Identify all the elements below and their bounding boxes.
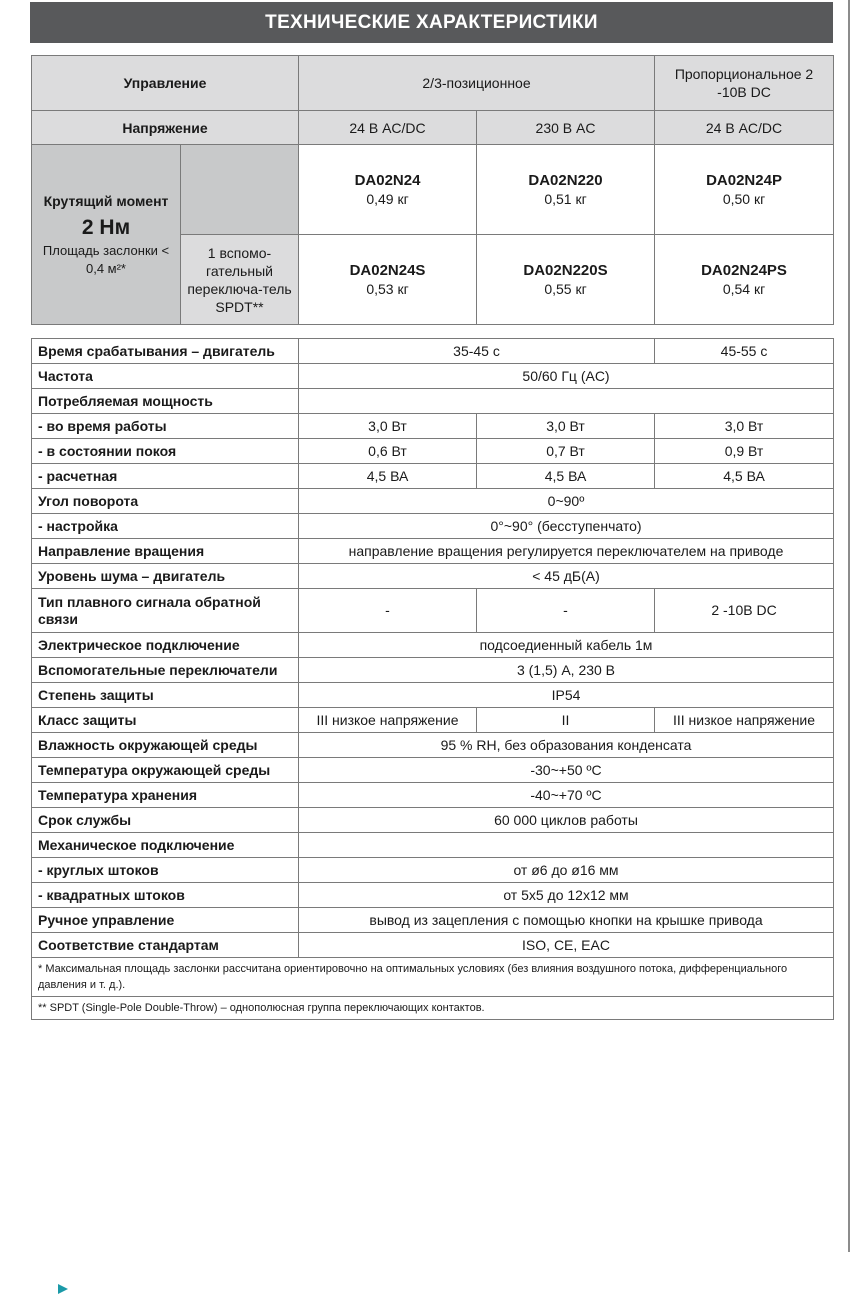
model-name: DA02N24S xyxy=(349,261,426,279)
voltage-230: 230 В AC xyxy=(477,111,655,145)
spec-row xyxy=(32,758,834,783)
spec-label: Частота xyxy=(32,364,299,389)
control-onoff: 2/3-позиционное xyxy=(299,56,655,111)
spec-value: 60 000 циклов работы xyxy=(299,808,834,833)
spec-value: 3,0 Вт xyxy=(655,414,834,439)
spec-value: 0~90º xyxy=(299,489,834,514)
spec-row xyxy=(32,908,834,933)
model-cell xyxy=(655,145,834,235)
model-weight: 0,55 кг xyxy=(544,280,587,297)
spec-label: Вспомогательные переключатели xyxy=(32,658,299,683)
footnote-row xyxy=(32,997,834,1020)
spec-value: 2 -10В DC xyxy=(655,589,834,633)
model-weight: 0,53 кг xyxy=(366,280,409,297)
spec-label: - во время работы xyxy=(32,414,299,439)
spec-label: Время срабатывания – двигатель xyxy=(32,339,299,364)
spec-label: Степень защиты xyxy=(32,683,299,708)
spec-row xyxy=(32,858,834,883)
spec-value: 4,5 ВА xyxy=(299,464,477,489)
spec-row xyxy=(32,808,834,833)
spec-value: 3,0 Вт xyxy=(299,414,477,439)
footnote-row xyxy=(32,958,834,997)
spec-row xyxy=(32,783,834,808)
spec-label: Направление вращения xyxy=(32,539,299,564)
spec-value: 50/60 Гц (AC) xyxy=(299,364,834,389)
model-name: DA02N24PS xyxy=(701,261,787,279)
damper-area: Площадь заслонки < 0,4 м²* xyxy=(42,242,170,276)
model-cell xyxy=(477,145,655,235)
spec-value: 3 (1,5) А, 230 В xyxy=(299,658,834,683)
spec-value: 4,5 ВА xyxy=(655,464,834,489)
spec-value: 0,7 Вт xyxy=(477,439,655,464)
spec-value: 95 % RH, без образования конденсата xyxy=(299,733,834,758)
page-title: ТЕХНИЧЕСКИЕ ХАРАКТЕРИСТИКИ xyxy=(30,2,833,43)
model-cell xyxy=(477,235,655,325)
spec-label: - круглых штоков xyxy=(32,858,299,883)
spec-row xyxy=(32,933,834,958)
spec-row xyxy=(32,339,834,364)
spec-value: - xyxy=(299,589,477,633)
spec-value: < 45 дБ(A) xyxy=(299,564,834,589)
spec-value: 4,5 ВА xyxy=(477,464,655,489)
spec-row xyxy=(32,833,834,858)
spec-value: 35-45 с xyxy=(299,339,655,364)
spec-row xyxy=(32,464,834,489)
spec-row xyxy=(32,883,834,908)
spec-label: Тип плавного сигнала обратной связи xyxy=(32,589,299,633)
spec-value: - xyxy=(477,589,655,633)
spec-value: II xyxy=(477,708,655,733)
spec-value: 0°~90° (бесступенчато) xyxy=(299,514,834,539)
spec-value: -40~+70 ºC xyxy=(299,783,834,808)
spec-value: -30~+50 ºC xyxy=(299,758,834,783)
control-label: Управление xyxy=(32,56,299,111)
page-edge-rule xyxy=(848,0,850,1252)
torque-cell xyxy=(32,145,181,325)
spec-table xyxy=(31,338,834,1020)
spec-value xyxy=(299,389,834,414)
spec-label: Температура окружающей среды xyxy=(32,758,299,783)
spec-row xyxy=(32,414,834,439)
spec-value: III низкое напряжение xyxy=(655,708,834,733)
spec-row xyxy=(32,364,834,389)
voltage-24-prop: 24 В AC/DC xyxy=(655,111,834,145)
model-weight: 0,51 кг xyxy=(544,190,587,207)
aux-switch-label: 1 вспомо-гательный переключа-тель SPDT** xyxy=(181,235,299,325)
spec-row xyxy=(32,389,834,414)
spec-row xyxy=(32,439,834,464)
spec-row xyxy=(32,489,834,514)
spec-value: вывод из зацепления с помощью кнопки на крышке привода xyxy=(299,908,834,933)
spec-label: Уровень шума – двигатель xyxy=(32,564,299,589)
spec-label: Соответствие стандартам xyxy=(32,933,299,958)
spec-value: 0,9 Вт xyxy=(655,439,834,464)
spec-label: - настройка xyxy=(32,514,299,539)
footnote: * Максимальная площадь заслонки рассчитана ориентировочно на оптимальных условиях (без влияния воздушного потока, дифференциального давления и т. д.). xyxy=(32,958,834,997)
spec-label: - в состоянии покоя xyxy=(32,439,299,464)
spec-value: 0,6 Вт xyxy=(299,439,477,464)
model-weight: 0,54 кг xyxy=(722,280,766,297)
spec-row xyxy=(32,564,834,589)
spec-label: Влажность окружающей среды xyxy=(32,733,299,758)
model-weight: 0,49 кг xyxy=(366,190,409,207)
model-cell xyxy=(299,235,477,325)
spec-label: Механическое подключение xyxy=(32,833,299,858)
spec-label: Класс защиты xyxy=(32,708,299,733)
base-variant-cell xyxy=(181,145,299,235)
spec-value: ISO, CE, EAC xyxy=(299,933,834,958)
spec-value: направление вращения регулируется переключателем на приводе xyxy=(299,539,834,564)
spec-label: Потребляемая мощность xyxy=(32,389,299,414)
voltage-24: 24 В AC/DC xyxy=(299,111,477,145)
model-name: DA02N220 xyxy=(528,171,603,189)
spec-label: Температура хранения xyxy=(32,783,299,808)
spec-value: подсоедиенный кабель 1м xyxy=(299,633,834,658)
spec-label: - квадратных штоков xyxy=(32,883,299,908)
footnote: ** SPDT (Single-Pole Double-Throw) – однополюсная группа переключающих контактов. xyxy=(32,997,834,1020)
torque-value: 2 Нм xyxy=(81,215,131,239)
spec-label: Электрическое подключение xyxy=(32,633,299,658)
spec-label: Ручное управление xyxy=(32,908,299,933)
spec-value: III низкое напряжение xyxy=(299,708,477,733)
spec-label: - расчетная xyxy=(32,464,299,489)
spec-row xyxy=(32,633,834,658)
spec-value: 3,0 Вт xyxy=(477,414,655,439)
model-name: DA02N220S xyxy=(523,261,608,279)
model-name: DA02N24P xyxy=(706,171,782,189)
spec-row xyxy=(32,733,834,758)
spec-label: Срок службы xyxy=(32,808,299,833)
spec-label: Угол поворота xyxy=(32,489,299,514)
model-cell xyxy=(655,235,834,325)
spec-value: 45-55 с xyxy=(655,339,834,364)
spec-value: от ø6 до ø16 мм xyxy=(299,858,834,883)
model-weight: 0,50 кг xyxy=(722,190,766,207)
control-proportional: Пропорциональное 2 -10В DC xyxy=(655,56,834,111)
voltage-label: Напряжение xyxy=(32,111,299,145)
spec-value: IP54 xyxy=(299,683,834,708)
spec-row xyxy=(32,683,834,708)
spec-row xyxy=(32,708,834,733)
spec-value xyxy=(299,833,834,858)
model-name: DA02N24 xyxy=(354,171,421,189)
torque-label: Крутящий момент xyxy=(43,192,169,209)
spec-value: от 5x5 до 12x12 мм xyxy=(299,883,834,908)
spec-row xyxy=(32,589,834,633)
spec-row xyxy=(32,514,834,539)
spec-row xyxy=(32,658,834,683)
model-cell xyxy=(299,145,477,235)
model-table xyxy=(31,55,834,325)
spec-row xyxy=(32,539,834,564)
